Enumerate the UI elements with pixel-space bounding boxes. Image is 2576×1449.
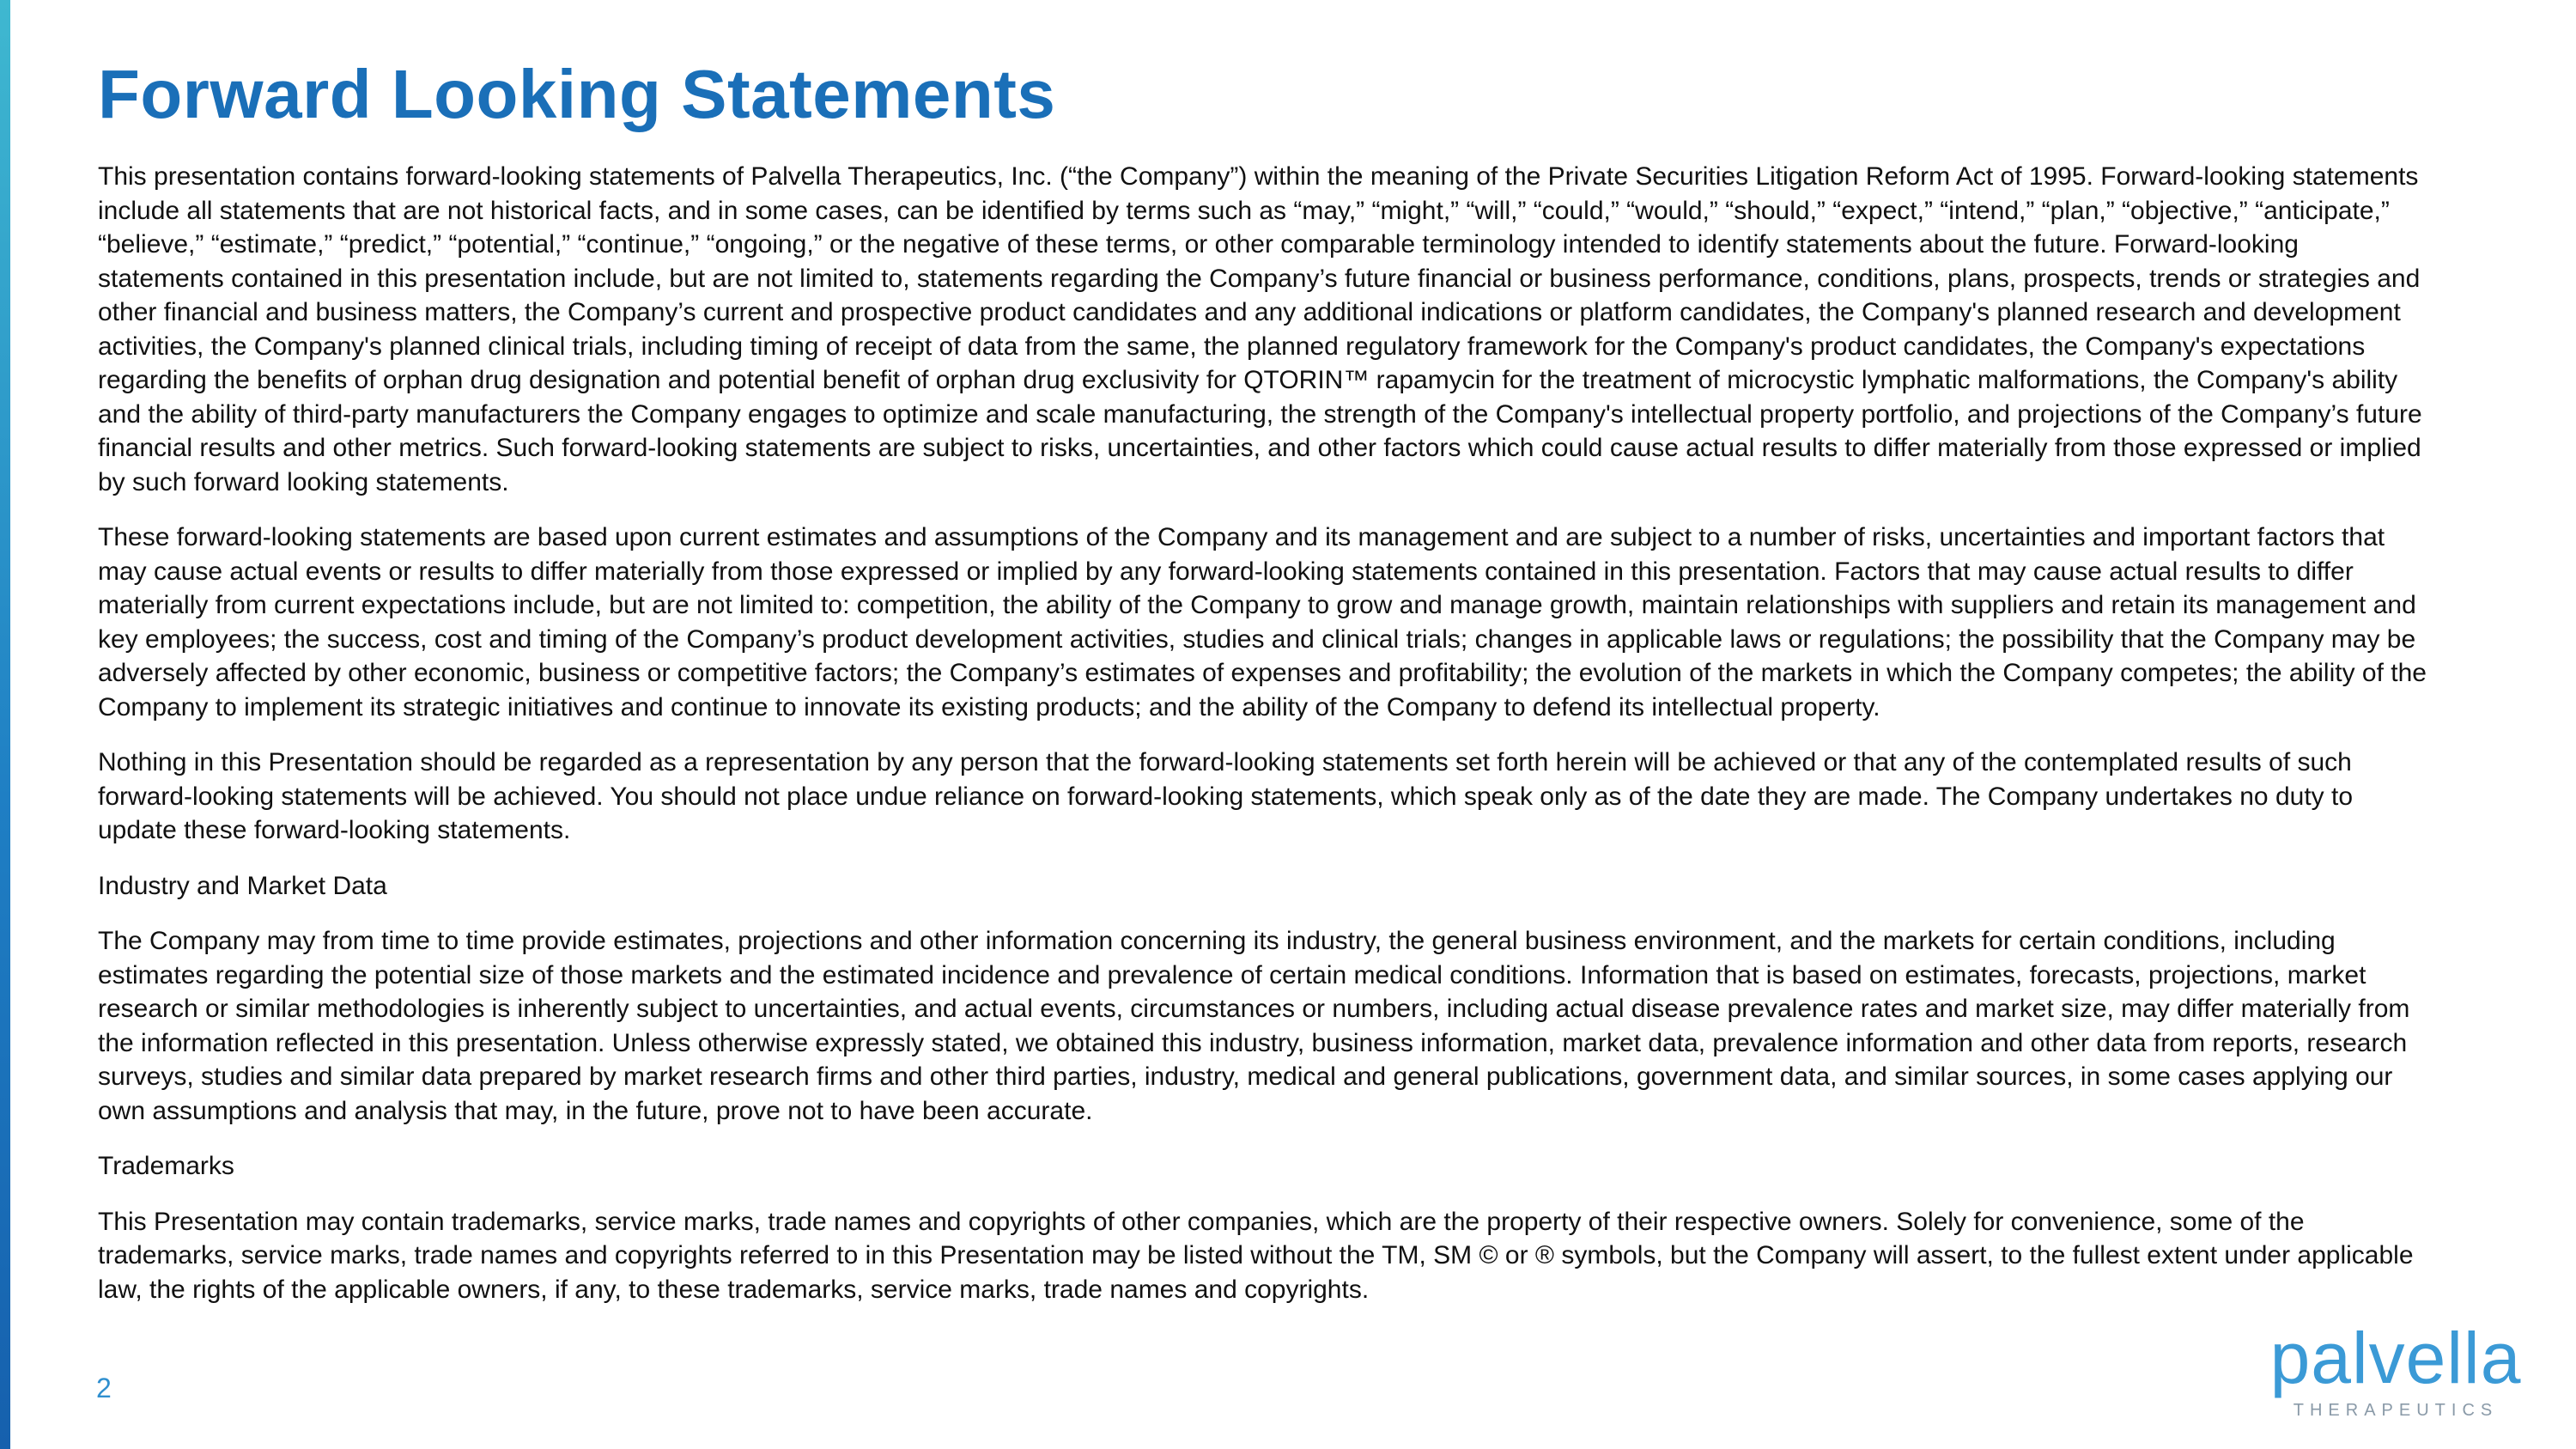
risk-factors-paragraph: These forward-looking statements are based upon current estimates and assumptions of the Company and its management and are subject to a number of risks, uncertainties and important factors that may cause actual events or results to differ materially from those expressed or implied by any forward-looking statements contained in this presentation. Factors that may cause actual results to differ materially from current expectations include, but are not limited to: competition, the ability of the Company to grow and manage growth, maintain relationships with suppliers and retain its management and key employees; the success, cost and timing of the Company’s product development activities, studies and clinical trials; changes in applicable laws or regulations; the possibility that the Company may be adversely affected by other economic, business or competitive factors; the Company’s estimates of expenses and profitability; the evolution of the markets in which the Company competes; the ability of the Company to implement its strategic initiatives and continue to innovate its existing products; and the ability of the Company to defend its intellectual property.: [98, 523, 2427, 721]
no-reliance-paragraph: Nothing in this Presentation should be regarded as a representation by any person that the forward-looking statements set forth herein will be achieved or that any of the contemplated results of such forward-looking statements will be achieved. You should not place undue reliance on forward-looking statements, which speak only as of the date they are made. The Company undertakes no duty to update these forward-looking statements.: [98, 748, 2354, 844]
logo-wordmark: palvella: [2269, 1330, 2522, 1398]
forward-looking-paragraph: This presentation contains forward-looking statements of Palvella Therapeutics, Inc. (“the Company”) within the meaning of the Private Securities Litigation Reform Act of 1995. Forward-looking statements include all statements that are not historical facts, and in some cases, can be identified by terms such as “may,” “might,” “will,” “could,” “would,” “should,” “expect,” “intend,” “plan,” “objective,” “anticipate,” “believe,” “estimate,” “predict,” “potential,” “continue,” “ongoing,” or the negative of these terms, or other comparable terminology intended to identify statements about the future. Forward-looking statements contained in this presentation include, but are not limited to, statements regarding the Company’s future financial or business performance, conditions, plans, prospects, trends or strategies and other financial and business matters, the Company’s current and prospective product candidates and any additional indications or platform candidates, the Company's planned research and development activities, the Company's planned clinical trials, including timing of receipt of data from the same, the planned regulatory framework for the Company's product candidates, the Company's expectations regarding the benefits of orphan drug designation and potential benefit of orphan drug exclusivity for QTORIN™ rapamycin for the treatment of microcystic lymphatic malformations, the Company's ability and the ability of third-party manufacturers the Company engages to optimize and scale manufacturing, the strength of the Company's intellectual property portfolio, and projections of the Company’s future financial results and other metrics. Such forward-looking statements are subject to risks, uncertainties, and other factors which could cause actual results to differ materially from those expressed or implied by such forward looking statements.: [98, 162, 2422, 496]
palvella-logo: [2267, 1330, 2524, 1422]
page-title: Forward Looking Statements: [98, 56, 1056, 132]
logo-tagline: THERAPEUTICS: [2293, 1401, 2499, 1420]
trademarks-heading: Trademarks: [98, 1152, 234, 1180]
industry-heading: Industry and Market Data: [98, 871, 387, 900]
slide-body: [98, 160, 2427, 1328]
page-number: 2: [96, 1373, 112, 1403]
industry-paragraph: The Company may from time to time provide estimates, projections and other information concerning its industry, the general business environment, and the markets for certain conditions, including estimates regarding the potential size of those markets and the estimated incidence and prevalence of certain medical conditions. Information that is based on estimates, forecasts, projections, market research or similar methodologies is inherently subject to uncertainties, and actual events, circumstances or numbers, including actual disease prevalence rates and market size, may differ materially from the information reflected in this presentation. Unless otherwise expressly stated, we obtained this industry, business information, market data, prevalence information and other data from reports, research surveys, studies and similar data prepared by market research firms and other third parties, industry, medical and general publications, government data, and similar sources, in some cases applying our own assumptions and analysis that may, in the future, prove not to have been accurate.: [98, 927, 2410, 1125]
trademarks-paragraph: This Presentation may contain trademarks, service marks, trade names and copyrights of other companies, which are the property of their respective owners. Solely for convenience, some of the trademarks, service marks, trade names and copyrights referred to in this Presentation may be listed without the TM, SM © or ® symbols, but the Company will assert, to the fullest extent under applicable law, the rights of the applicable owners, if any, to these trademarks, service marks, trade names and copyrights.: [98, 1207, 2414, 1304]
accent-bar: [0, 0, 10, 1449]
